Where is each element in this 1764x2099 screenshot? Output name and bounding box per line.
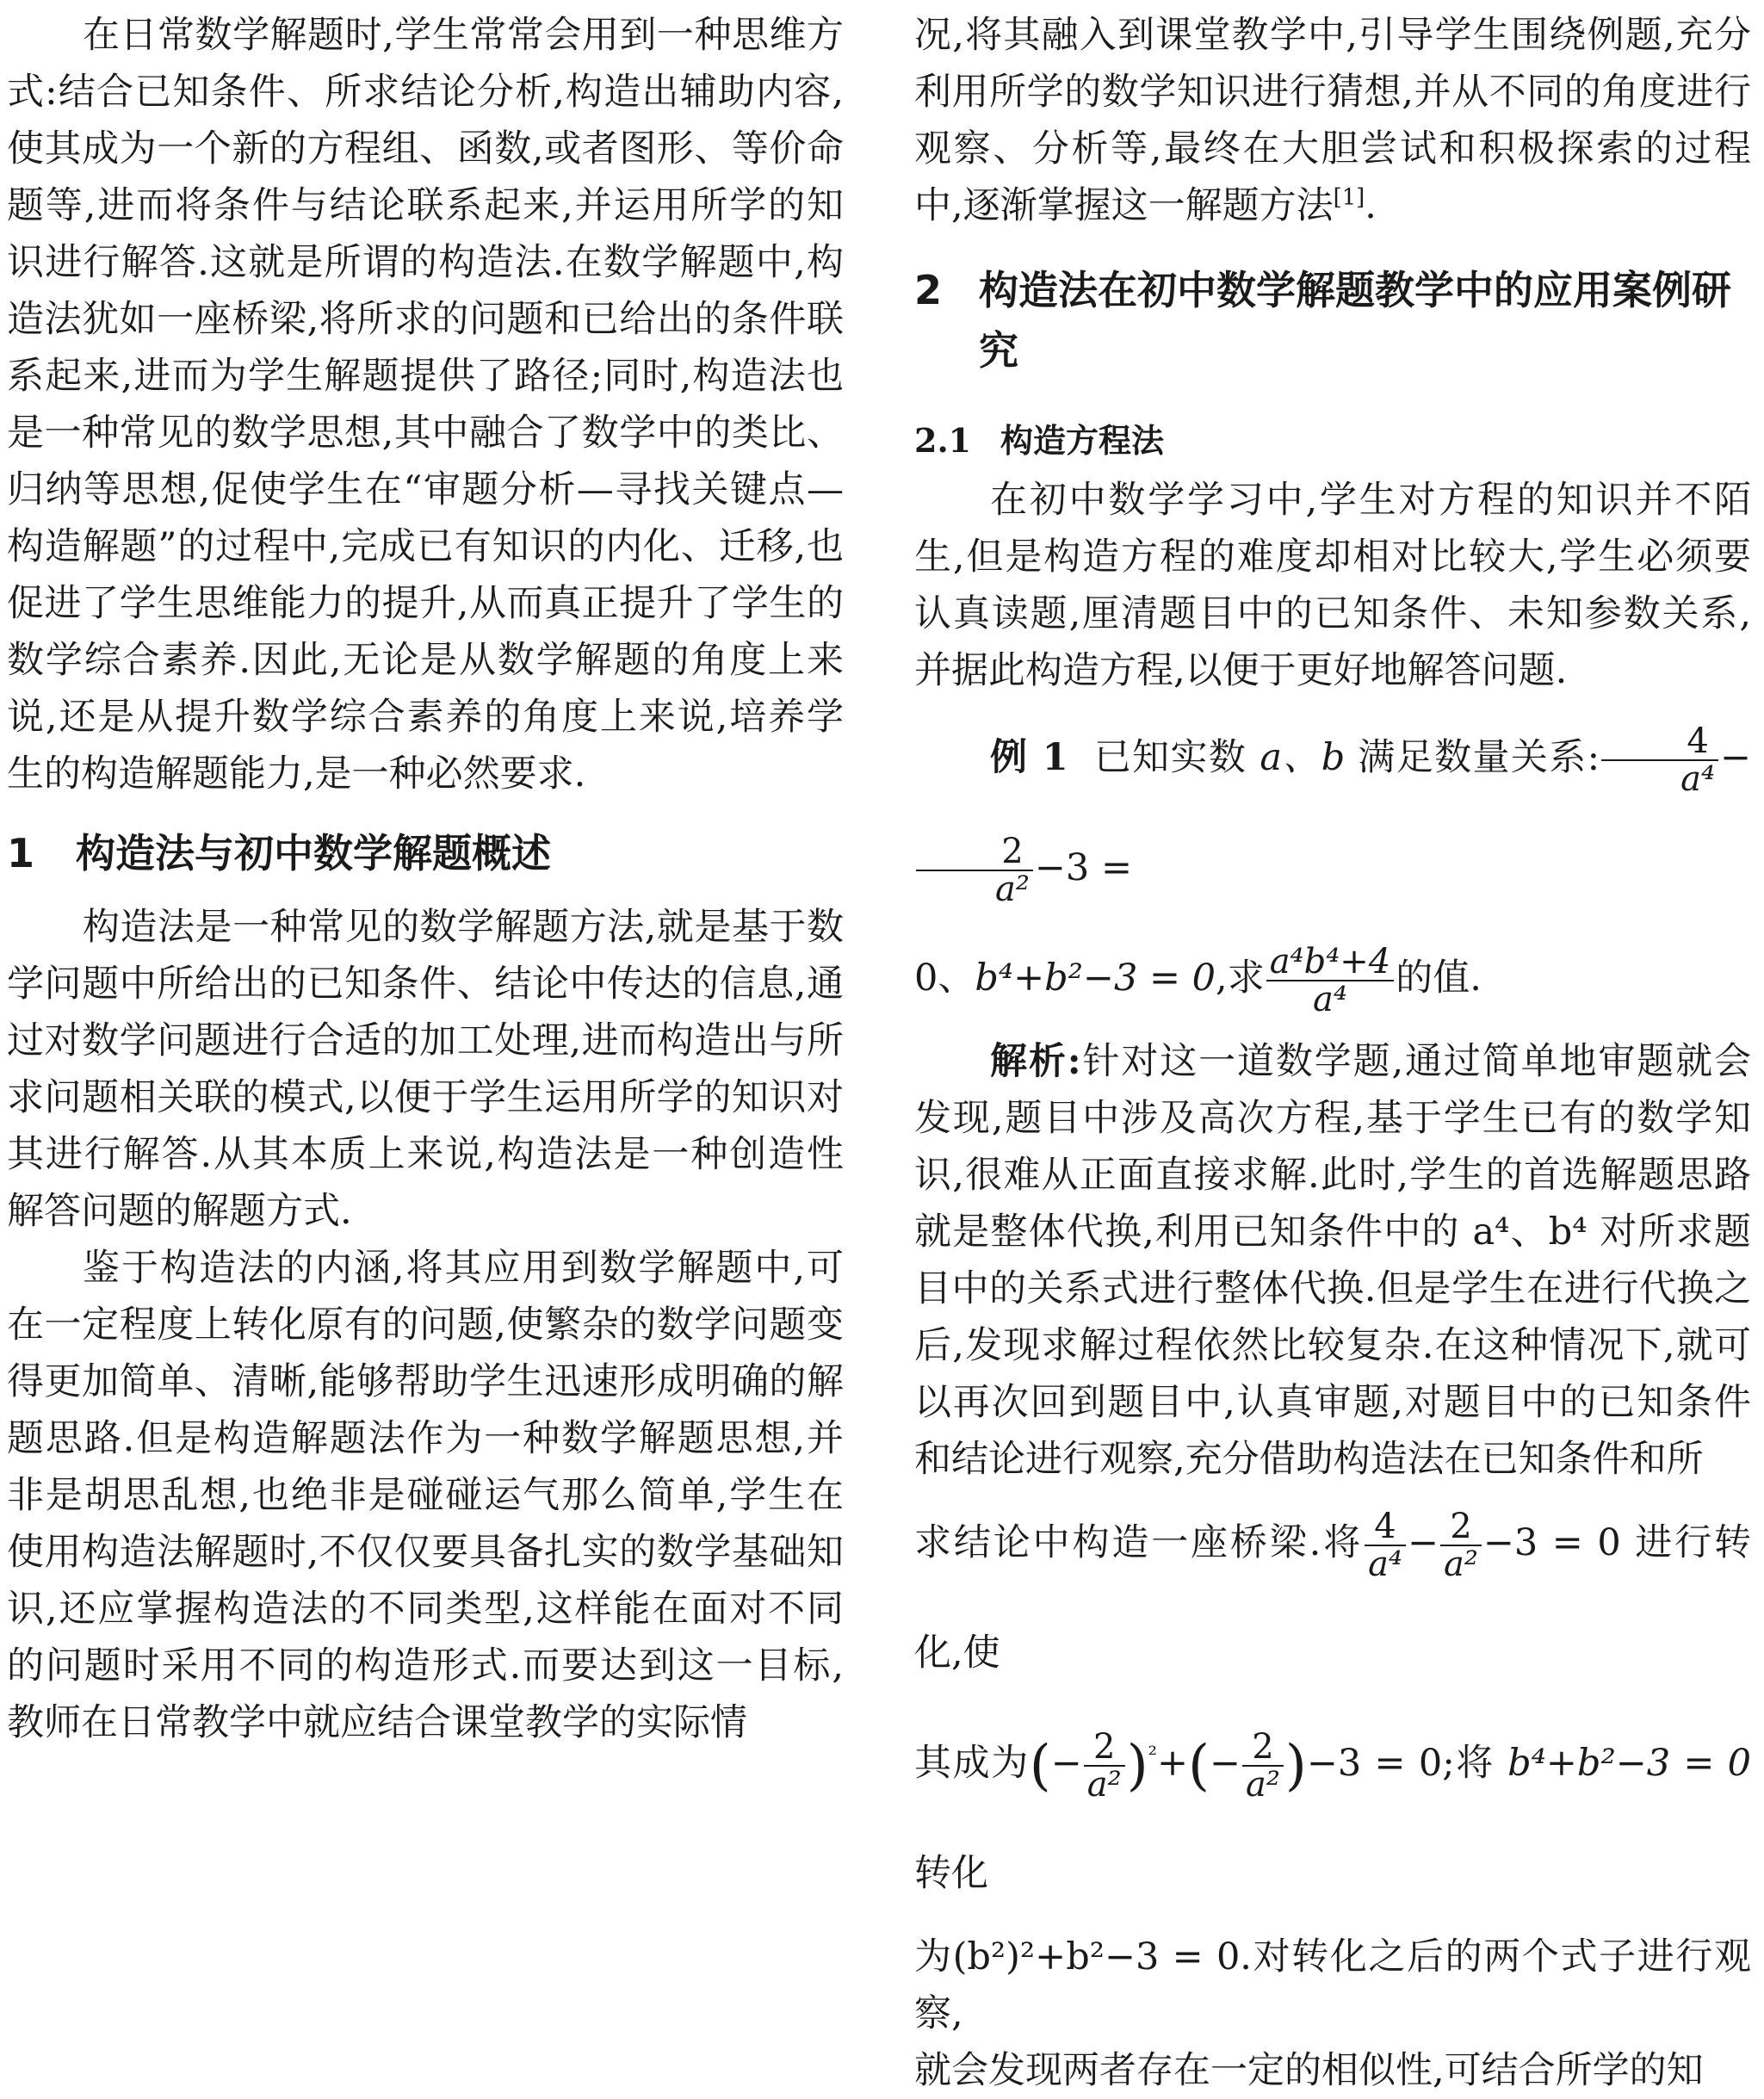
right-paren-2: ) <box>1284 1734 1307 1798</box>
frac-num: 4 <box>1365 1508 1406 1546</box>
analysis-text: 针对这一道数学题,通过简单地审题就会发现,题目中涉及高次方程,基于学生已有的数学知识,很难从正面直接求解.此时,学生的首选解题思路就是整体代换,利用已知条件中的 a⁴、b⁴ 对所求题目中的关系式进行整体代换.但是学生在进行代换之后,发现求解过程依然比较复杂.在这种情况下,就可以再次回到题目中,认真审题,对题目中的已知条件和结论进行观察,充分借助构造法在已知条件和所 <box>914 1040 1752 1481</box>
section-1-paragraph-1: 构造法是一种常见的数学解题方法,就是基于数学问题中所给出的已知条件、结论中传达的信息,通过对数学问题进行合适的加工处理,进而构造出与所求问题相关联的模式,以便于学生运用所学的知识对其进行解答.从其本质上来说,构造法是一种创造性解答问题的解题方式. <box>7 906 844 1233</box>
fraction-4-over-a4 <box>1601 723 1718 797</box>
section-2-heading <box>914 260 1751 381</box>
section-2-number: 2 <box>914 267 943 313</box>
section-1-title: 构造法与初中数学解题概述 <box>76 830 551 876</box>
section-1-number: 1 <box>7 830 35 876</box>
bridge-text-a: 求结论中构造一座桥梁.将 <box>914 1521 1364 1564</box>
example-1-line-1: 例 1 已知实数 a、b 满足数量关系: $\frac{4}{\text{a⁴}}$ − $\frac{2}{\text{a²}}$ −3 = <box>914 703 1751 923</box>
frac-num: 2 <box>1440 1508 1482 1546</box>
frac-num: 2 <box>916 833 1033 871</box>
frac-den: a² <box>995 870 1030 909</box>
example-line2-eq: b⁴+b²−3 = 0 <box>975 957 1216 1000</box>
continued-paragraph <box>914 7 1751 234</box>
example-text-1: 已知实数 <box>1093 736 1247 779</box>
transform-eq2: b⁴+b²−3 = 0 <box>1507 1742 1751 1785</box>
frac-num: 4 <box>1601 723 1718 761</box>
fraction-2-over-a2-b <box>1440 1508 1482 1582</box>
frac-den: a² <box>1443 1545 1478 1584</box>
fraction-2-over-a2 <box>916 833 1033 907</box>
section-2-1-title: 构造方程法 <box>1000 421 1165 460</box>
transform-text-a: 其成为 <box>914 1742 1030 1785</box>
example-vars: a、b <box>1260 736 1346 779</box>
bridge-text-b: 进行转化,使 <box>914 1521 1751 1675</box>
frac-den: a⁴ <box>1368 1545 1402 1584</box>
transform-line: 其成为(− $\frac{2}{\text{a²}}$ )$^{^2}$+(− $\frac{2}{\text{a²}}$ )−3 = 0;将 b⁴+b²−3 = 0 转化 <box>914 1727 1751 1895</box>
analysis-paragraph <box>914 1033 1751 1488</box>
fraction-4-over-a4-b <box>1365 1508 1406 1582</box>
transform-tail: −3 = 0;将 <box>1306 1742 1495 1785</box>
section-2-title: 构造法在初中数学解题教学中的应用案例研究 <box>979 267 1731 374</box>
bridge-line: 求结论中构造一座桥梁.将 $\frac{4}{\text{a⁴}}$ − $\frac{2}{\text{a²}}$ −3 = 0 进行转化,使 <box>914 1507 1751 1675</box>
left-column <box>7 0 844 1751</box>
section-1-heading <box>7 823 844 883</box>
frac-den: a⁴ <box>1313 980 1347 1019</box>
left-paren-2: ( <box>1188 1734 1210 1798</box>
final-line-1: 为(b²)²+b²−3 = 0.对转化之后的两个式子进行观察, <box>914 1935 1751 2035</box>
fraction-target <box>1266 944 1395 1018</box>
frac-num: a⁴b⁴+4 <box>1266 944 1395 981</box>
continued-end: . <box>1365 184 1377 227</box>
example-line2-b: ,求 <box>1216 957 1265 1000</box>
example-text-2: 满足数量关系: <box>1358 736 1600 779</box>
example-line2-c: 的值. <box>1396 957 1482 1000</box>
section-2-1-heading <box>914 415 1751 467</box>
frac-num: 2 <box>1242 1729 1284 1767</box>
frac-den: a² <box>1246 1765 1280 1805</box>
continued-text: 况,将其融入到课堂教学中,引导学生围绕例题,充分利用所学的数学知识进行猜想,并从不同的角度进行观察、分析等,最终在大胆尝试和积极探索的过程中,逐渐掌握这一解题方法 <box>914 14 1751 227</box>
transform-text-b: 转化 <box>914 1852 988 1895</box>
frac-num: 2 <box>1084 1729 1125 1767</box>
final-line-2: 就会发现两者存在一定的相似性,可结合所学的知 <box>914 2049 1704 2092</box>
example-label: 例 1 <box>990 736 1068 779</box>
intro-paragraph: 在日常数学解题时,学生常常会用到一种思维方式:结合已知条件、所求结论分析,构造出辅助内容,使其成为一个新的方程组、函数,或者图形、等价命题等,进而将条件与结论联系起来,并运用所学的知识进行解答.这就是所谓的构造法.在数学解题中,构造法犹如一座桥梁,将所求的问题和已给出的条件联系起来,进而为学生解题提供了路径;同时,构造法也是一种常见的数学思想,其中融合了数学中的类比、归纳等思想,促使学生在“审题分析—寻找关键点—构造解题”的过程中,完成已有知识的内化、迁移,也促进了学生思维能力的提升,从而真正提升了学生的数学综合素养.因此,无论是从数学解题的角度上来说,还是从提升数学综合素养的角度上来说,培养学生的构造解题能力,是一种必然要求. <box>7 14 844 796</box>
fraction-2-over-a2-d <box>1242 1729 1284 1803</box>
citation-ref: [1] <box>1333 184 1365 211</box>
section-2-1-number: 2.1 <box>914 421 972 460</box>
example-line2-a: 0、 <box>914 957 975 1000</box>
square-sup: ² <box>1148 1742 1157 1768</box>
bridge-eq-tail: −3 = 0 <box>1482 1521 1621 1564</box>
left-paren: ( <box>1029 1734 1051 1798</box>
section-2-1-paragraph: 在初中数学学习中,学生对方程的知识并不陌生,但是构造方程的难度却相对比较大,学生必须要认真读题,厘清题目中的已知条件、未知参数关系,并据此构造方程,以便于更好地解答问题. <box>914 479 1751 692</box>
right-paren: ) <box>1126 1734 1148 1798</box>
example-eq-tail: −3 = <box>1034 846 1132 889</box>
example-1-line-2 <box>914 923 1751 1033</box>
fraction-2-over-a2-c <box>1084 1729 1125 1803</box>
right-column <box>914 0 1751 2099</box>
frac-den: a⁴ <box>1680 759 1715 799</box>
analysis-label: 解析: <box>990 1040 1081 1083</box>
frac-den: a² <box>1086 1765 1122 1805</box>
section-1-paragraph-2: 鉴于构造法的内涵,将其应用到数学解题中,可在一定程度上转化原有的问题,使繁杂的数学问题变得更加简单、清晰,能够帮助学生迅速形成明确的解题思路.但是构造解题法作为一种数学解题思想,并非是胡思乱想,也绝非是碰碰运气那么简单,学生在使用构造法解题时,不仅仅要具备扎实的数学基础知识,还应掌握构造法的不同类型,这样能在面对不同的问题时采用不同的构造形式.而要达到这一目标,教师在日常教学中就应结合课堂教学的实际情 <box>7 1247 844 1744</box>
plus-sign: + <box>1157 1742 1189 1785</box>
